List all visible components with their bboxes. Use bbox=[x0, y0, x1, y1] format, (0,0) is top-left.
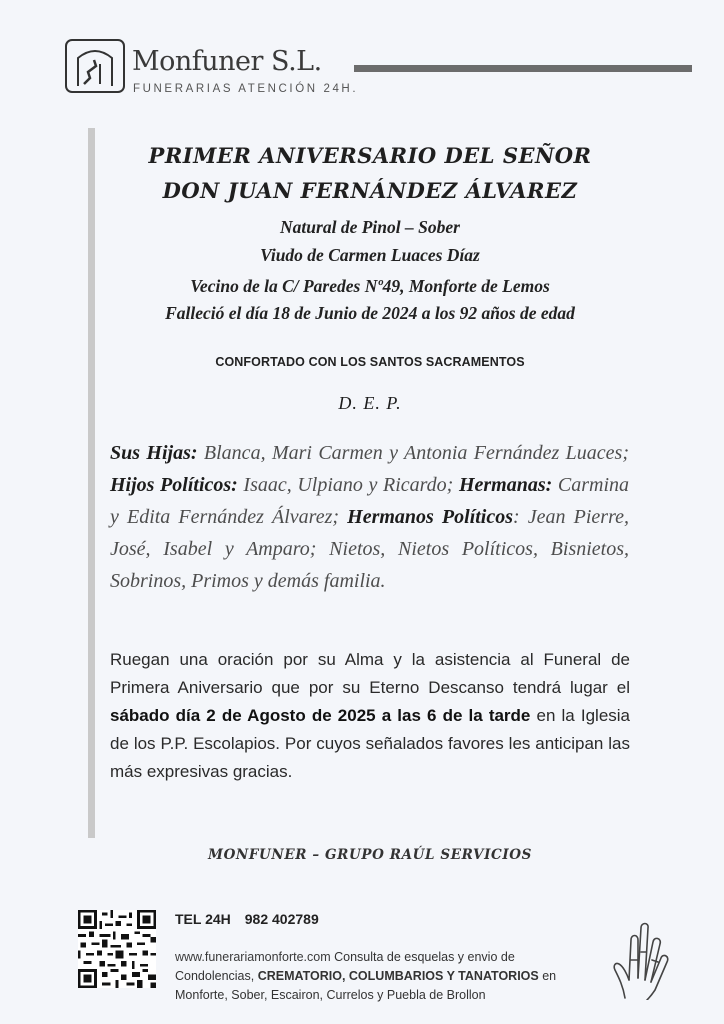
brand-subtitle: FUNERARIAS ATENCIÓN 24H. bbox=[133, 83, 359, 95]
footer-text bbox=[175, 948, 595, 1005]
detail-widower: Viudo de Carmen Luaces Díaz bbox=[260, 245, 480, 265]
family-paragraph bbox=[110, 437, 629, 597]
sacraments-line: CONFORTADO CON LOS SANTOS SACRAMENTOS bbox=[215, 355, 525, 369]
signature: MONFUNER – GRUPO RAÚL SERVICIOS bbox=[208, 847, 532, 863]
phone-line bbox=[175, 911, 319, 927]
detail-address: Vecino de la C/ Paredes Nº49, Monforte de Lemos bbox=[190, 276, 550, 296]
footer-text-1: Consulta de esquelas y envio de Condolencias, bbox=[175, 950, 515, 983]
detail-death-date: Falleció el día 18 de Junio de 2024 a los 92 años de edad bbox=[165, 303, 575, 323]
qr-code-icon[interactable] bbox=[78, 910, 156, 988]
hijas-text: Blanca, Mari Carmen y Antonia Fernández Luaces; bbox=[197, 442, 629, 464]
brand-name: Monfuner S.L. bbox=[132, 46, 322, 77]
hijos-politicos-text: Isaac, Ulpiano y Ricardo; bbox=[237, 474, 459, 496]
left-border-bar bbox=[88, 128, 95, 838]
company-logo bbox=[64, 38, 126, 94]
services-text: CREMATORIO, COLUMBARIOS Y TANATORIOS bbox=[257, 969, 539, 983]
notice-title-line1: PRIMER ANIVERSARIO DEL SEÑOR bbox=[148, 143, 592, 168]
hermanas-text: Carmina y Edita Fernández Álvarez; bbox=[110, 474, 630, 528]
hermanas-label: Hermanas: bbox=[458, 474, 553, 496]
website-link[interactable]: www.funerariamonforte.com bbox=[175, 950, 331, 964]
phone-label: TEL 24H bbox=[175, 911, 231, 927]
prayer-text-before: Ruegan una oración por su Alma y la asistencia al Funeral de Primera Aniversario que por su Eterno Descanso tendrá lugar el bbox=[110, 650, 630, 697]
hermanos-politicos-label: Hermanos Políticos bbox=[347, 506, 514, 528]
prayer-paragraph bbox=[110, 646, 630, 786]
hermanos-politicos-text: : Jean Pierre, José, Isabel y Amparo; Nietos, Nietos Políticos, Bisnietos, Sobrinos, Primos y demás familia. bbox=[110, 506, 629, 592]
hijas-label: Sus Hijas: bbox=[110, 442, 198, 464]
detail-origin: Natural de Pinol – Sober bbox=[280, 217, 460, 237]
prayer-text-after: en la Iglesia de los P.P. Escolapios. Por cuyos señalados favores les anticipan las más expresivas gracias. bbox=[110, 706, 631, 781]
dep-line: D. E. P. bbox=[338, 393, 402, 413]
phone-number[interactable]: 982 402789 bbox=[244, 911, 319, 927]
hijos-politicos-label: Hijos Políticos: bbox=[110, 474, 238, 496]
header-divider bbox=[354, 65, 692, 72]
praying-hands-icon bbox=[605, 920, 675, 1000]
funeral-date: sábado día 2 de Agosto de 2025 a las 6 de la tarde bbox=[110, 706, 531, 725]
notice-title-line2: DON JUAN FERNÁNDEZ ÁLVAREZ bbox=[162, 178, 578, 203]
footer-text-2: en Monforte, Sober, Escairon, Currelos y Puebla de Brollon bbox=[175, 969, 557, 1002]
